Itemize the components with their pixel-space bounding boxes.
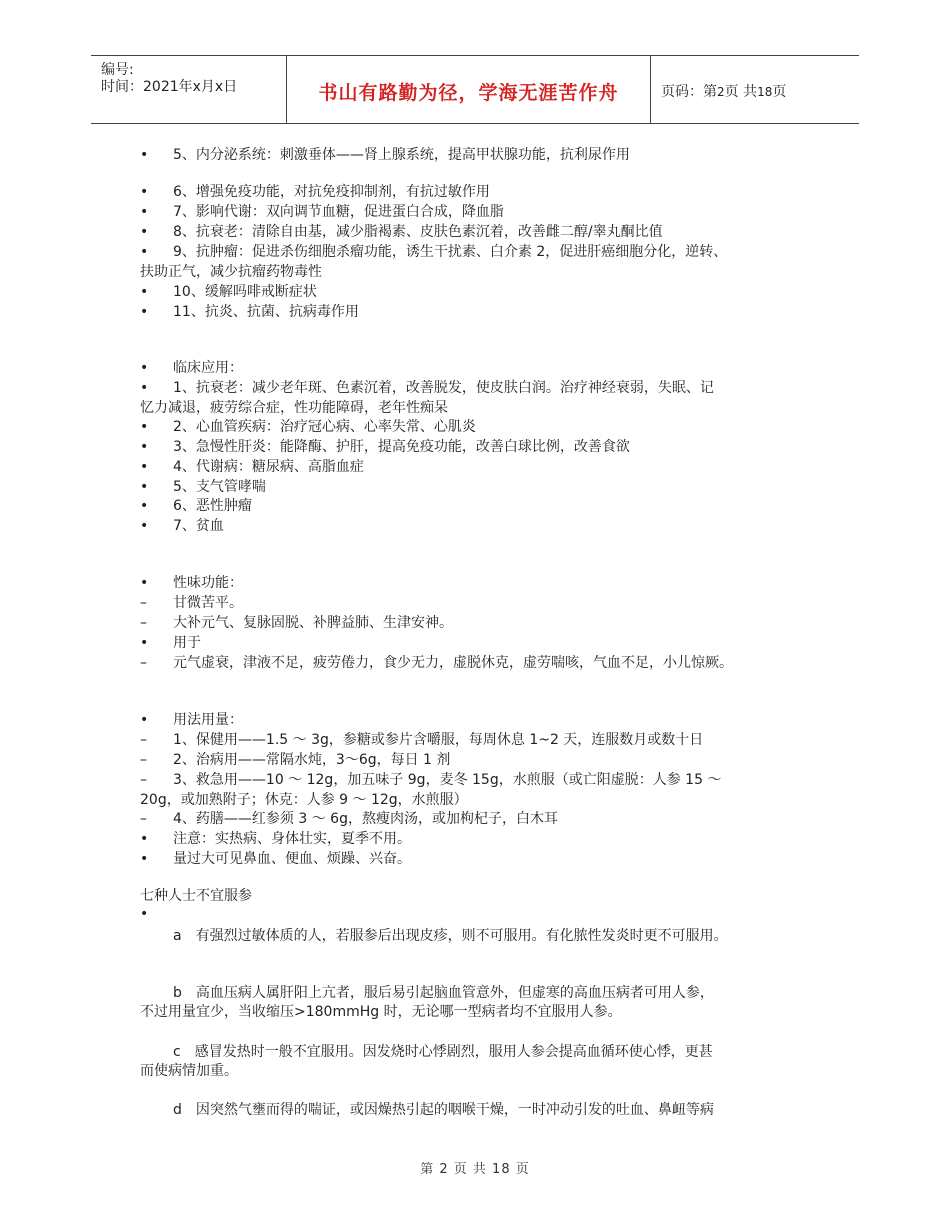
- list-item-continuation: 扶助正气，减少抗瘤药物毒性: [140, 264, 322, 280]
- paragraph-c-line1: c 感冒发热时一般不宜服用。因发烧时心悸剧烈，服用人参会提高血循环使心悸，更甚: [173, 1044, 713, 1060]
- list-item-continuation: 忆力减退，疲劳综合症，性功能障碍，老年性痴呆: [140, 400, 448, 416]
- doc-number-label: 编号:: [101, 62, 134, 78]
- page-number: 2: [717, 85, 725, 99]
- paragraph-b-line1: b 高血压病人属肝阳上亢者，服后易引起脑血管意外，但虚寒的高血压病者可用人参，: [173, 985, 714, 1001]
- page-total: 18: [757, 85, 773, 99]
- page-suffix: 页: [772, 84, 787, 100]
- bullet: •: [140, 906, 149, 922]
- header-motto-cell: [287, 56, 651, 123]
- page-mid: 页 共: [724, 84, 758, 100]
- paragraph-b-line2: 不过用量宜少，当收缩压>180mmHg 时，无论哪一型病者均不宜服用人参。: [140, 1004, 622, 1020]
- section-title: 七种人士不宜服参: [140, 888, 252, 904]
- list-item-continuation: 20g，或加熟附子；休克：人参 9 ～ 12g，水煎服）: [140, 792, 468, 808]
- header-motto: 书山有路勤为径，学海无涯苦作舟: [318, 82, 619, 104]
- paragraph-a: a 有强烈过敏体质的人，若服参后出现皮疹，则不可服用。有化脓性发炎时更不可服用。: [173, 928, 728, 944]
- header-page-cell: [651, 56, 859, 123]
- paragraph-d-line1: d 因突然气壅而得的喘证，或因燥热引起的咽喉干燥，一时冲动引发的吐血、鼻衄等病: [173, 1102, 714, 1118]
- page-header: [91, 55, 859, 124]
- header-page-info: [661, 81, 786, 101]
- page-footer: 第 2 页 共 18 页: [420, 1162, 530, 1177]
- paragraph-c-line2: 而使病情加重。: [140, 1063, 238, 1079]
- doc-date-label: 时间：2021年x月x日: [101, 79, 238, 95]
- header-meta-cell: [91, 56, 287, 123]
- page-prefix: 页码：第: [661, 84, 717, 100]
